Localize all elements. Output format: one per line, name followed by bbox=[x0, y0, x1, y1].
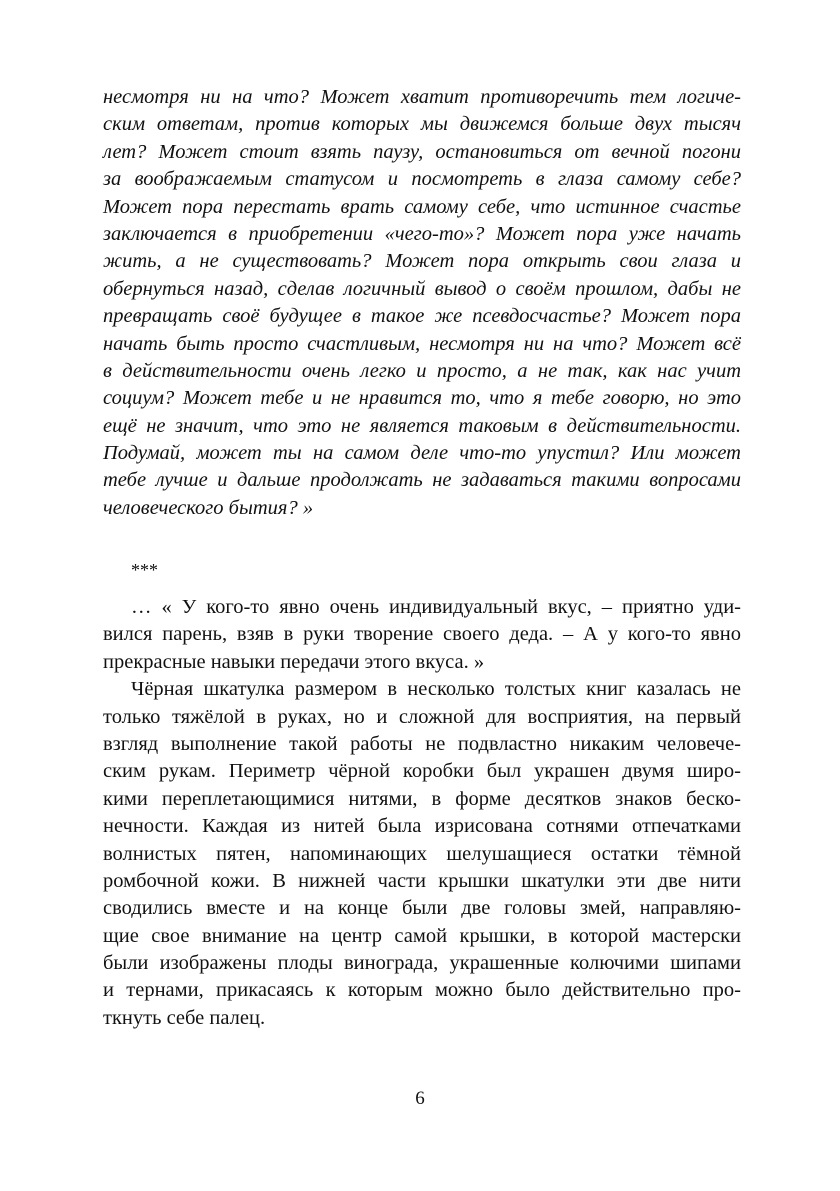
text-line: только тяжёлой в руках, но и сложной для восприятия, на первый bbox=[103, 705, 741, 728]
text-line: ромбочной кожи. В нижней части крышки шкатулки эти две нити bbox=[103, 869, 741, 892]
text-line: взгляд выполнение такой работы не подвластно никаким человече- bbox=[103, 732, 741, 755]
text-line: щие свое внимание на центр самой крышки, в которой мастерски bbox=[103, 924, 741, 947]
text-line: заключается в приобретении «чего-то»? Может пора уже начать bbox=[103, 222, 741, 245]
paragraph-dialogue bbox=[103, 594, 741, 676]
text-line: несмотря ни на что? Может хватит противоречить тем логиче- bbox=[103, 86, 741, 108]
text-line: человеческого бытия? » bbox=[103, 496, 314, 519]
text-line: и тернами, прикасаясь к которым можно было действительно про- bbox=[103, 979, 741, 1002]
text-line: ским ответам, против которых мы движемся больше двух тысяч bbox=[103, 113, 741, 136]
text-line: ским рукам. Периметр чёрной коробки был украшен двумя широ- bbox=[103, 760, 741, 783]
text-line: за воображаемым статусом и посмотреть в глаза самому себе? bbox=[103, 168, 741, 191]
text-line: волнистых пятен, напоминающих шелушащиеся остатки тёмной bbox=[103, 842, 741, 865]
text-line: кими переплетающимися нитями, в форме десятков знаков беско- bbox=[103, 787, 741, 810]
italic-quote-paragraph bbox=[103, 84, 741, 522]
text-line: жить, а не существовать? Может пора открыть свои глаза и bbox=[103, 250, 741, 273]
text-line: превращать своё будущее в такое же псевдосчастье? Может пора bbox=[103, 305, 741, 328]
text-line: ткнуть себе палец. bbox=[103, 1006, 266, 1029]
text-line: обернуться назад, сделав логичный вывод о своём прошлом, дабы не bbox=[103, 277, 741, 300]
paragraph-description bbox=[103, 676, 741, 1032]
text-line: … « У кого-то явно очень индивидуальный вкус, – приятно уди- bbox=[131, 596, 741, 618]
text-line: Чёрная шкатулка размером в несколько толстых книг казалась не bbox=[131, 678, 741, 701]
text-line: Подумай, может ты на самом деле что-то упустил? Или может bbox=[103, 442, 741, 465]
text-line: ещё не значит, что это не является таковым в действительности. bbox=[103, 414, 741, 437]
text-line: лет? Может стоит взять паузу, остановиться от вечной погони bbox=[103, 140, 741, 163]
text-line: были изображены плоды винограда, украшенные колючими шипами bbox=[103, 952, 741, 975]
text-line: вился парень, взяв в руки творение своего деда. – А у кого-то явно bbox=[103, 623, 741, 646]
prose-section bbox=[103, 594, 741, 1032]
text-line: нечности. Каждая из нитей была изрисована сотнями отпечатками bbox=[103, 815, 741, 838]
text-line: социум? Может тебе и не нравится то, что я тебе говорю, но это bbox=[103, 387, 741, 410]
page-number: 6 bbox=[415, 1088, 425, 1109]
text-line: тебе лучше и дальше продолжать не задаваться такими вопросами bbox=[103, 469, 741, 492]
text-line: Может пора перестать врать самому себе, что истинное счастье bbox=[103, 195, 741, 218]
section-separator: *** bbox=[131, 560, 158, 580]
text-line: прекрасные навыки передачи этого вкуса. » bbox=[103, 650, 485, 673]
text-line: начать быть просто счастливым, несмотря ни на что? Может всё bbox=[103, 332, 741, 355]
text-line: сводились вместе и на конце были две головы змей, направляю- bbox=[103, 897, 741, 920]
text-line: в действительности очень легко и просто, а не так, как нас учит bbox=[103, 359, 741, 382]
